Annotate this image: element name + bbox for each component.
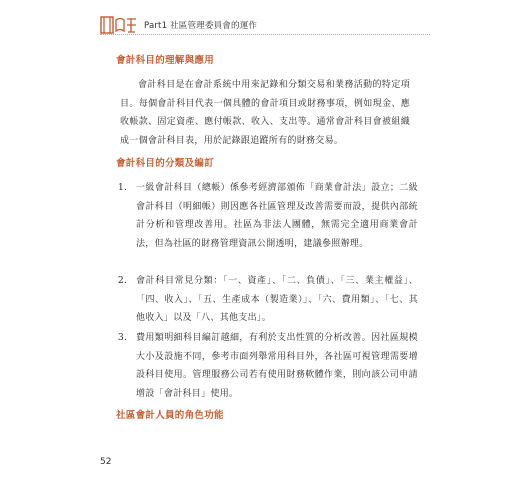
intro-paragraph: 會計科目是在會計系統中用來記錄和分類交易和業務活動的特定項目。每個會計科目代表一個具體的會計項目或財務事項，例如現金、應收帳款、固定資產、應付帳款、收入、支出等。通常會計科目會被組織成一個會計科目表，用於記錄跟追蹤所有的財務交易。 (120, 80, 410, 146)
list-item-text: 費用類明細科目編訂越細，有利於支出性質的分析改善。因社區規模大小及設施不同，參考市面列舉常用科目外，各社區可視管理需要增設科目使用。管理服務公司若有使用財務軟體作業，則向該公司申請增設「會計科目」使用。 (136, 333, 418, 399)
list-item-number: 3. (118, 333, 128, 343)
section-heading-accountant-role: 社區會計人員的角色功能 (116, 410, 224, 421)
section-heading-classification: 會計科目的分類及編訂 (116, 158, 215, 169)
list-item (118, 272, 418, 328)
page-number: 52 (100, 457, 112, 467)
book-logo (100, 15, 140, 35)
list-item-number: 2. (118, 276, 128, 286)
list-item-number: 1. (118, 183, 128, 193)
list-item-text: 一級會計科目（總帳）係參考經濟部頒佈「商業會計法」設立；二級會計科目（明細帳）則因應各社區管理及改善需要而設，提供內部統計分析和管理改善用。社區為非法人團體，無需完全適用商業會計法，但為社區的財務管理資訊公開透明，建議參照辦理。 (136, 183, 418, 249)
list-item-text: 會計科目常見分類：「一、資產」、「二、負債」、「三、業主權益」、「四、收入」、「五、生產成本（製造業）」、「六、費用類」、「七、其他收入」以及「八、其他支出」。 (136, 276, 418, 323)
header-divider (100, 34, 430, 35)
list-item (118, 329, 418, 403)
chapter-title: Part1 社區管理委員會的運作 (144, 21, 258, 31)
page-header (100, 14, 257, 36)
section-heading-understanding: 會計科目的理解與應用 (116, 55, 215, 66)
book-logo-icon (100, 15, 140, 35)
list-item (118, 179, 418, 253)
